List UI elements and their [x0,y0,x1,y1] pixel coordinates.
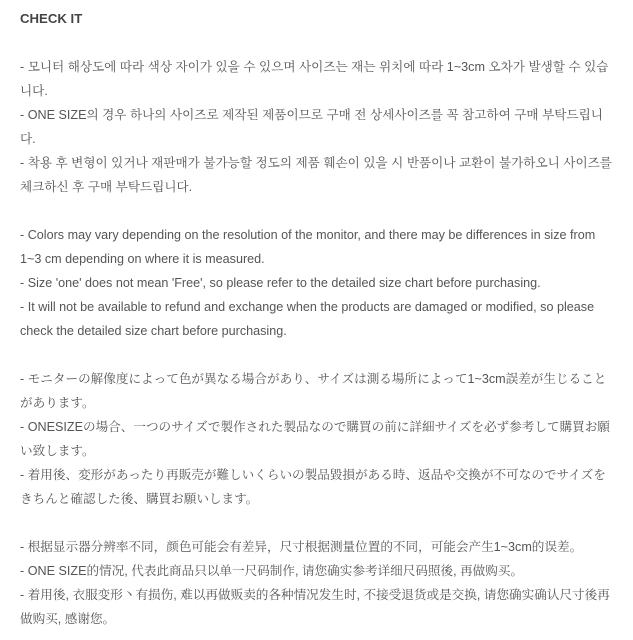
notice-line: - It will not be available to refund and exchange when the products are damaged or modified, so please check the detailed size chart before purchasing. [20,300,595,338]
notice-line: - 根据显示器分辨率不同，颜色可能会有差异，尺寸根据测量位置的不同，可能会产生1~3cm的误差。 [20,540,583,554]
notice-line: - 着用後、変形があったり再販売が難しいくらいの製品毀損がある時、返品や交換が不可なのでサイズをきちんと確認した後、購買お願いします。 [20,468,606,506]
notice-section-korean [20,55,615,199]
notice-line: - ONE SIZE的情况, 代表此商品只以单一尺码制作, 请您确实参考详细尺码照後, 再做购买。 [20,564,524,578]
page-title: CHECK IT [20,11,83,26]
notice-line: - モニターの解像度によって色が異なる場合があり、サイズは測る場所によって1~3cm誤差が生じることがあります。 [20,372,607,410]
notice-line: - ONE SIZE의 경우 하나의 사이즈로 제작된 제품이므로 구매 전 상세사이즈를 꼭 참고하여 구매 부탁드립니다. [20,108,603,146]
notice-line: - 착용 후 변형이 있거나 재판매가 불가능할 정도의 제품 훼손이 있을 시 반품이나 교환이 불가하오니 사이즈를 체크하신 후 구매 부탁드립니다. [20,156,612,194]
notice-line: - ONESIZEの場合、一つのサイズで製作された製品なので購買の前に詳細サイズを必ず参考して購買お願い致します。 [20,420,610,458]
notice-section-english [20,223,615,343]
notice-line: - Colors may vary depending on the resolution of the monitor, and there may be differences in size from 1~3 cm depending on where it is measured. [20,228,596,266]
notice-line: - 着用後, 衣服变形丶有损伤, 难以再做贩卖的各种情况发生时, 不接受退货或是交换, 请您确实确认尺寸後再做购买, 感谢您。 [20,588,610,626]
notice-section-chinese [20,535,615,631]
notice-line: - 모니터 해상도에 따라 색상 자이가 있을 수 있으며 사이즈는 재는 위치에 따라 1~3cm 오차가 발생할 수 있습니다. [20,60,609,98]
notice-section-japanese [20,367,615,511]
notice-line: - Size 'one' does not mean 'Free', so please refer to the detailed size chart before purchasing. [20,276,541,290]
